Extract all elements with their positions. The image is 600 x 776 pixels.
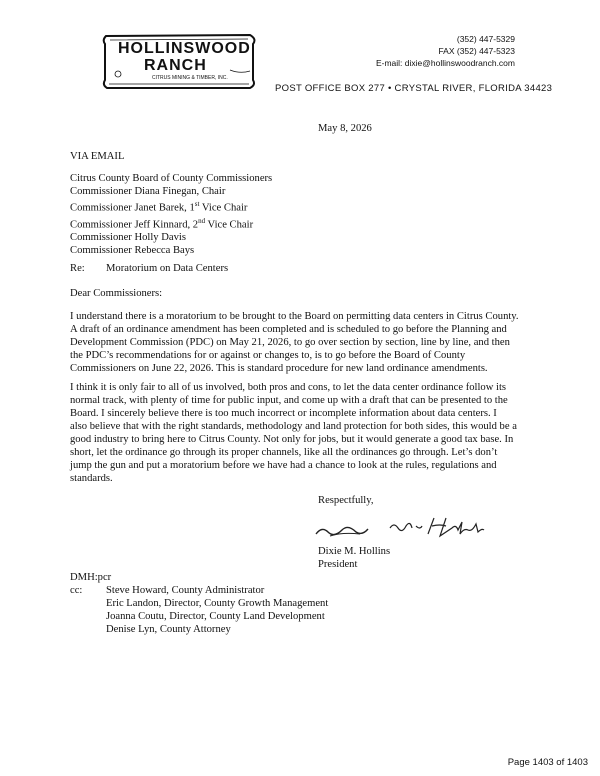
typist-initials: DMH:pcr xyxy=(70,572,112,583)
paragraph-line: good industry to bring here to Citrus County. Not only for jobs, but it would generate a good tax base. In xyxy=(70,434,514,445)
recipient-5: Commissioner Rebecca Bays xyxy=(70,245,195,257)
company-logo xyxy=(100,30,260,90)
letter-date: May 8, 2026 xyxy=(318,123,372,134)
recipient-block xyxy=(70,172,545,257)
recipient-board: Citrus County Board of County Commissioners xyxy=(70,173,273,184)
logo-line1: HOLLINSWOOD xyxy=(118,40,251,57)
paragraph-line: Commissioners on June 22, 2026. This is standard procedure for new land ordinance amendments. xyxy=(70,363,488,374)
recipient-4: Commissioner Holly Davis xyxy=(70,232,186,244)
paragraph-line: I understand there is a moratorium to be brought to the Board on permitting data centers in Citrus County. xyxy=(70,311,519,322)
handwritten-signature-icon xyxy=(312,512,487,548)
cc-label: cc: xyxy=(70,585,83,596)
signer-name: Dixie M. Hollins xyxy=(318,546,391,557)
paragraph-line: normal track, with plenty of time for public input, and come up with a draft that can be presented to the xyxy=(70,395,508,406)
recipient-2: Commissioner Janet Barek, 1st Vice Chair xyxy=(70,200,248,214)
paragraph-2 xyxy=(70,381,545,485)
cc-recipient: Steve Howard, County Administrator xyxy=(106,585,265,596)
paragraph-line: the PDC’s recommendations for or against or changes to, is to go before the Board of County xyxy=(70,350,466,361)
mailing-address: POST OFFICE BOX 277 • CRYSTAL RIVER, FLORIDA 34423 xyxy=(275,83,553,94)
paragraph-line: I think it is only fair to all of us involved, both pros and cons, to let the data center ordinance follow its xyxy=(70,382,507,393)
logo-line2: RANCH xyxy=(144,57,207,74)
paragraph-line: also believe that with the right standards, methodology and land protection for both sides, this would be a xyxy=(70,421,517,432)
page-number: Page 1403 of 1403 xyxy=(507,757,588,768)
cc-recipient: Joanna Coutu, Director, County Land Development xyxy=(106,611,325,622)
fax-number: FAX (352) 447-5323 xyxy=(438,46,515,56)
paragraph-line: short, let the ordinance go through its proper channels, like all the ordinances go through. Let’s don’t xyxy=(70,447,498,458)
salutation: Dear Commissioners: xyxy=(70,288,163,299)
phone-number: (352) 447-5329 xyxy=(456,34,515,44)
subject-text: Moratorium on Data Centers xyxy=(106,263,229,274)
paragraph-line: Board. I sincerely believe there is too much incorrect or incomplete information about data centers. I xyxy=(70,408,497,419)
signer-title: President xyxy=(318,559,358,570)
subject-label: Re: xyxy=(70,263,85,274)
recipient-1: Commissioner Diana Finegan, Chair xyxy=(70,186,226,197)
cc-recipient: Eric Landon, Director, County Growth Management xyxy=(106,598,329,609)
paragraph-1 xyxy=(70,310,545,375)
paragraph-line: jump the gun and put a moratorium before we have had a chance to look at the rules, regulations and xyxy=(70,460,497,471)
cc-list xyxy=(106,584,328,636)
delivery-method: VIA EMAIL xyxy=(70,151,125,162)
paragraph-line: Development Commission (PDC) on May 21, 2026, to go over section by section, line by line, and then xyxy=(70,337,510,348)
logo-subtitle: CITRUS MINING & TIMBER, INC. xyxy=(152,75,228,81)
paragraph-line: A draft of an ordinance amendment has been completed and is scheduled to go before the Planning and xyxy=(70,324,507,335)
recipient-3: Commissioner Jeff Kinnard, 2nd Vice Chair xyxy=(70,216,254,231)
paragraph-line: standards. xyxy=(70,473,113,484)
cc-recipient: Denise Lyn, County Attorney xyxy=(106,624,231,635)
email-address: E-mail: dixie@hollinswoodranch.com xyxy=(375,58,515,68)
closing: Respectfully, xyxy=(318,495,374,506)
